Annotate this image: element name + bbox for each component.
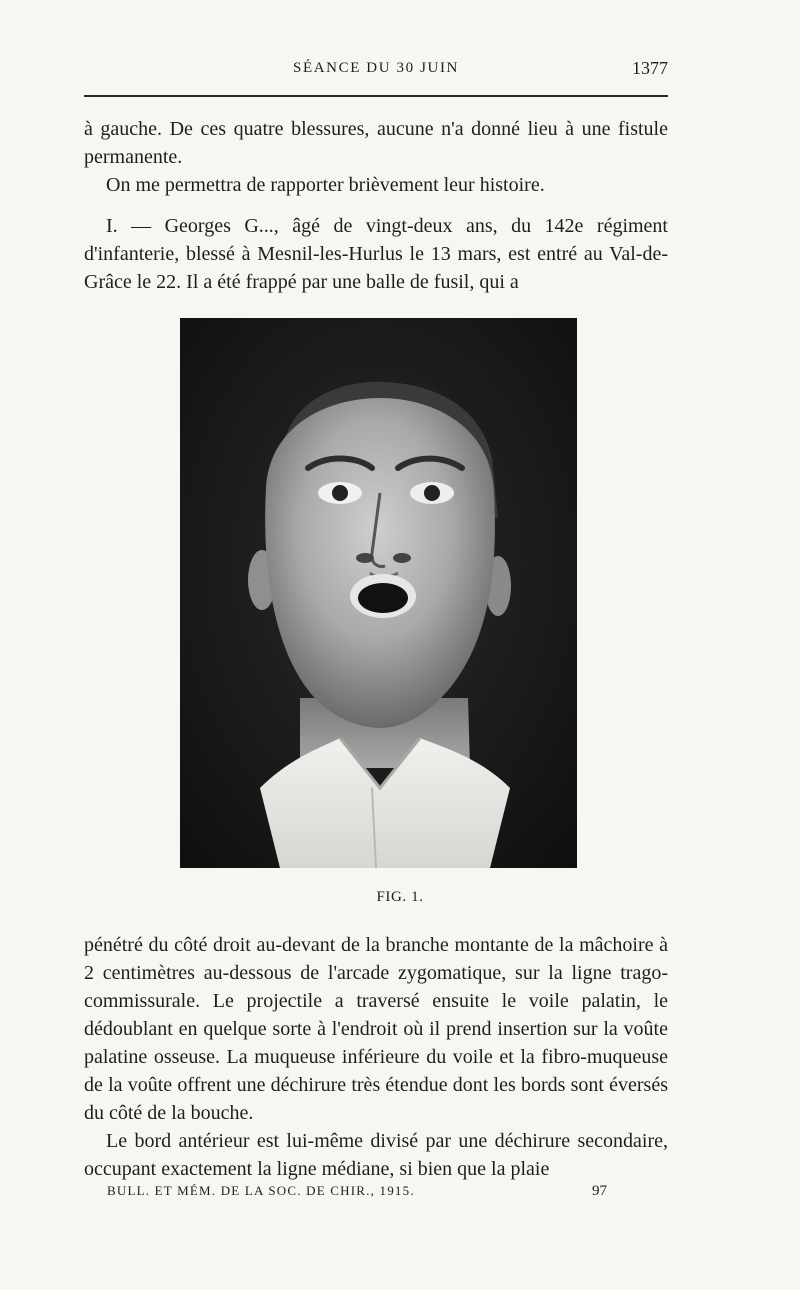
paragraph-anterior-border: Le bord antérieur est lui-même divisé par une déchirure secondaire, occupant exactement la ligne médiane, si bien que la plaie: [84, 1130, 668, 1180]
figure-caption: FIG. 1.: [376, 889, 424, 905]
paragraph-continuation: à gauche. De ces quatre blessures, aucune n'a donné lieu à une fistule permanente.: [84, 118, 668, 168]
open-mouth: [358, 583, 408, 613]
left-nostril: [356, 553, 374, 563]
page-number: 1377: [632, 58, 668, 78]
running-head: [84, 58, 668, 88]
header-rule: [84, 95, 668, 97]
journal-reference: BULL. ET MÉM. DE LA SOC. DE CHIR., 1915.: [107, 1183, 415, 1198]
text-block-bottom: [84, 931, 668, 1183]
paragraph-intro: On me permettra de rapporter brièvement leur histoire.: [106, 174, 545, 196]
right-nostril: [393, 553, 411, 563]
photograph-illustration: [180, 318, 577, 868]
signature-number: 97: [592, 1183, 607, 1199]
left-iris: [332, 485, 348, 501]
text-block-top: [84, 115, 668, 296]
paragraph-case-one: I. — Georges G..., âgé de vingt-deux ans, du 142e régiment d'infanterie, blessé à Mesnil-les-Hurlus le 13 mars, est entré au Val-de-Grâce le 22. Il a été frappé par une balle de fusil, qui a: [84, 215, 668, 293]
right-iris: [424, 485, 440, 501]
patient-photograph: [180, 318, 577, 868]
page-footer: [107, 1183, 607, 1199]
paragraph-wound-description: pénétré du côté droit au-devant de la branche montante de la mâchoire à 2 centimètres au-dessous de l'arcade zygomatique, sur la ligne trago-commissurale. Le projectile a traversé ensuite le voile palatin, le dédoublant en quelque sorte à l'endroit où il prend insertion sur la voûte palatine osseuse. La muqueuse inférieure du voile et la fibro-muqueuse de la voûte offrent une déchirure très étendue dont les bords sont éversés du côté de la bouche.: [84, 934, 668, 1124]
running-title: SÉANCE DU 30 JUIN: [293, 60, 459, 76]
